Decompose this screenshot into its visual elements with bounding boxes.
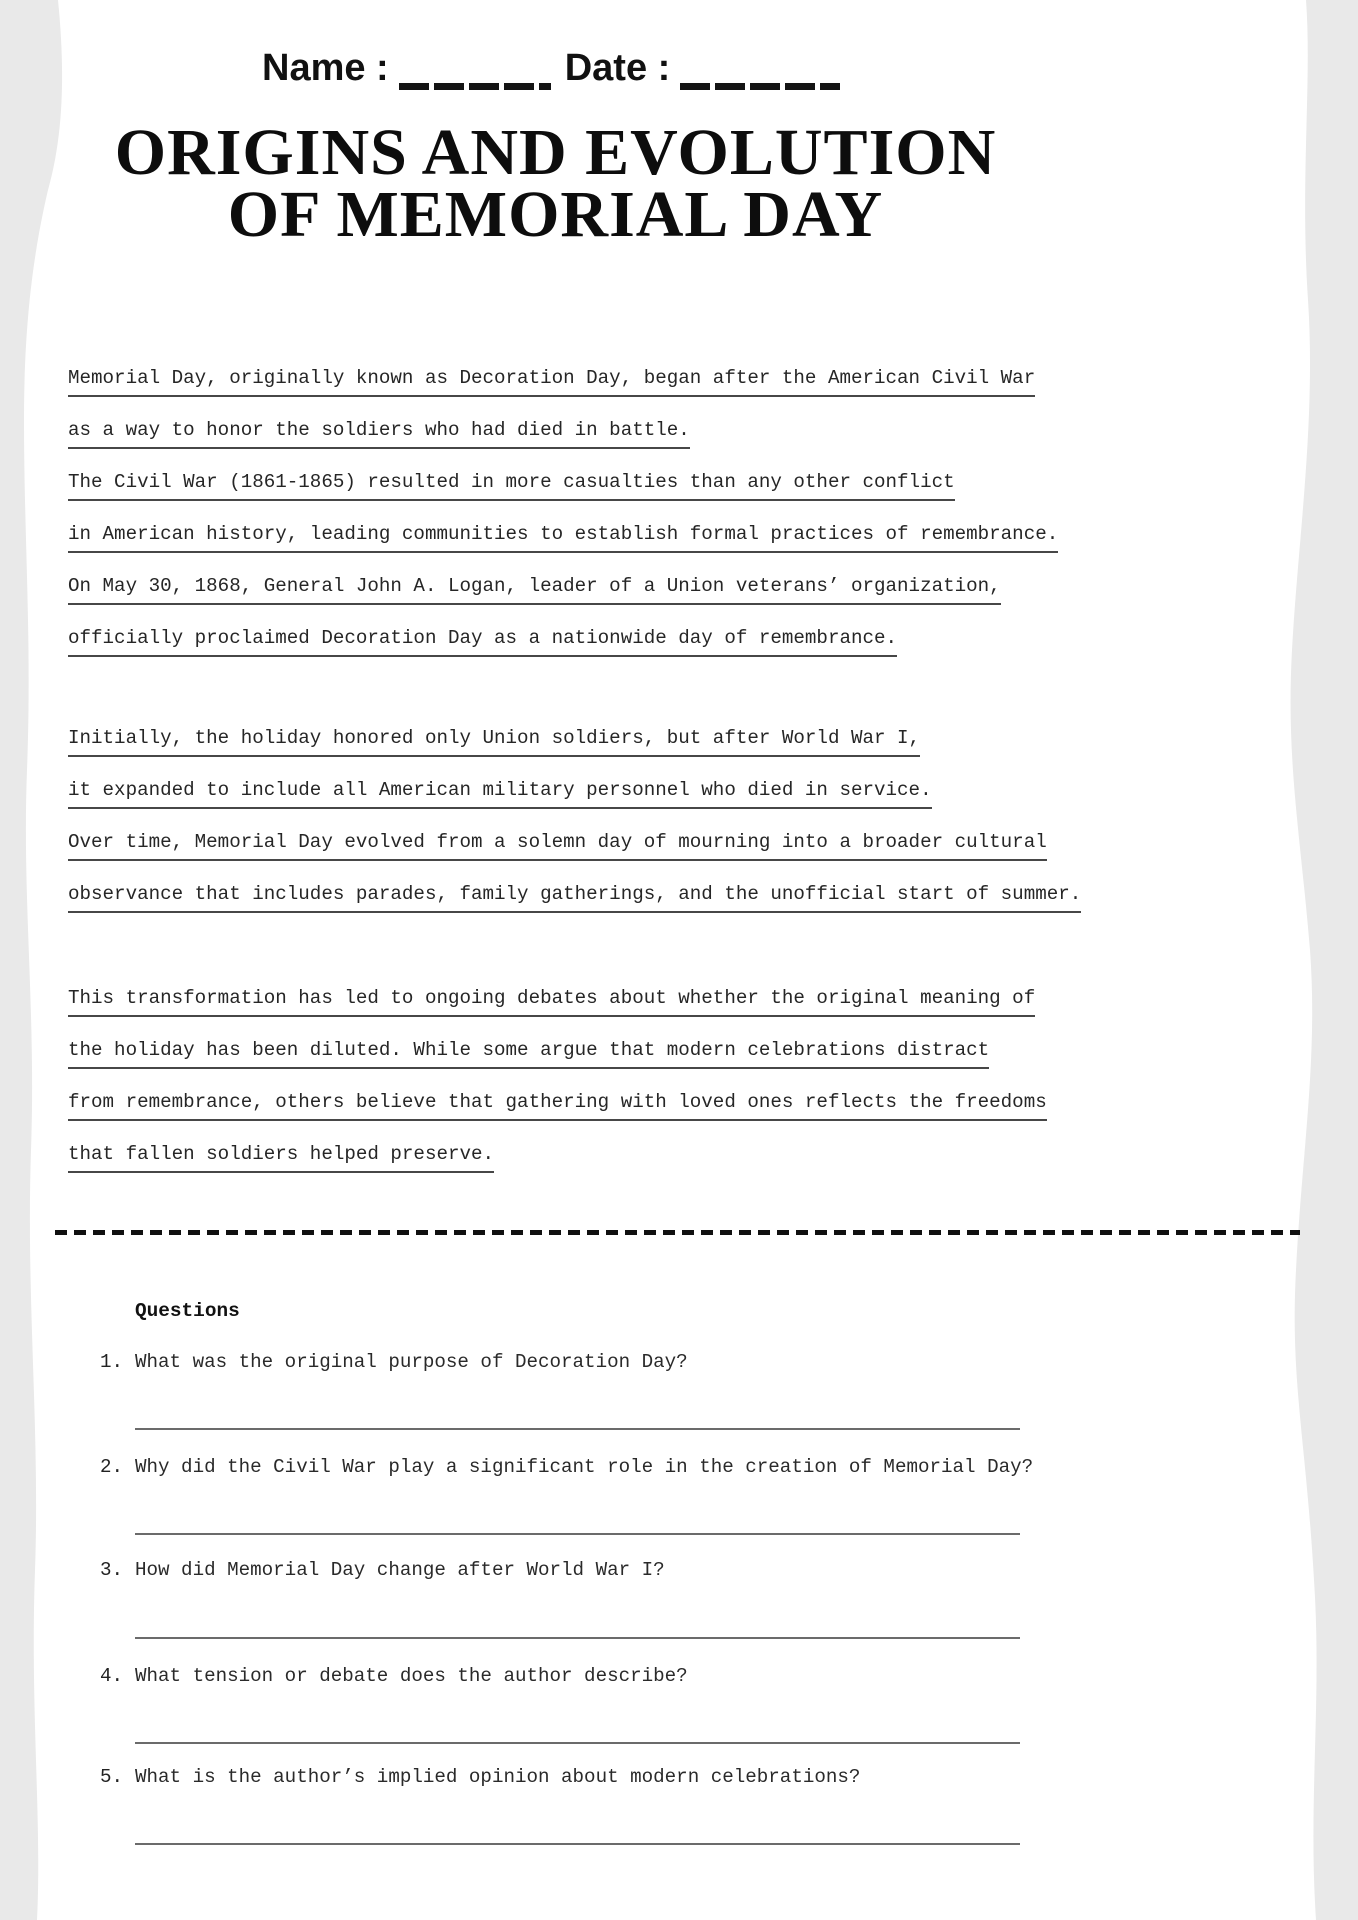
question-text: What is the author’s implied opinion about modern celebrations? xyxy=(135,1766,861,1788)
passage-line-text: Over time, Memorial Day evolved from a solemn day of mourning into a broader cultural xyxy=(68,831,1047,861)
question-number: 2. xyxy=(100,1456,124,1478)
passage-line-text: Initially, the holiday honored only Union soldiers, but after World War I, xyxy=(68,727,920,757)
question-item xyxy=(100,1350,1100,1374)
passage-line-text: as a way to honor the soldiers who had died in battle. xyxy=(68,419,690,449)
passage-line xyxy=(68,523,1108,553)
passage-line xyxy=(68,471,1108,501)
question-text: How did Memorial Day change after World War I? xyxy=(135,1559,665,1581)
passage-line-text: Memorial Day, originally known as Decoration Day, began after the American Civil War xyxy=(68,367,1035,397)
title-line-1: ORIGINS AND EVOLUTION xyxy=(114,116,997,189)
answer-line xyxy=(135,1428,1020,1430)
passage-line xyxy=(68,627,1108,657)
title-line-2: OF MEMORIAL DAY xyxy=(227,178,884,251)
name-date-row xyxy=(262,46,840,90)
passage-line xyxy=(68,367,1108,397)
question-item xyxy=(100,1455,1100,1479)
passage-line-text: that fallen soldiers helped preserve. xyxy=(68,1143,494,1173)
passage-line xyxy=(68,1143,1108,1173)
question-number: 3. xyxy=(100,1559,124,1581)
worksheet-title xyxy=(68,116,1043,251)
passage-line-text: the holiday has been diluted. While some argue that modern celebrations distract xyxy=(68,1039,989,1069)
answer-line xyxy=(135,1533,1020,1535)
question-item xyxy=(100,1664,1100,1688)
answer-line xyxy=(135,1843,1020,1845)
passage-line xyxy=(68,419,1108,449)
passage-line-text: officially proclaimed Decoration Day as a nationwide day of remembrance. xyxy=(68,627,897,657)
date-blank xyxy=(680,56,840,90)
question-number: 1. xyxy=(100,1351,124,1373)
name-blank xyxy=(399,56,551,90)
passage-line-text: in American history, leading communities to establish formal practices of remembrance. xyxy=(68,523,1058,553)
passage-line xyxy=(68,987,1108,1017)
section-divider xyxy=(55,1230,1300,1235)
passage-line xyxy=(68,883,1108,913)
questions-header: Questions xyxy=(135,1300,240,1322)
passage-line-text: observance that includes parades, family gatherings, and the unofficial start of summer. xyxy=(68,883,1081,913)
question-number: 4. xyxy=(100,1665,124,1687)
passage-paragraph-3 xyxy=(68,987,1108,1195)
passage-line xyxy=(68,831,1108,861)
question-text: Why did the Civil War play a significant role in the creation of Memorial Day? xyxy=(135,1456,1034,1478)
passage-line xyxy=(68,1091,1108,1121)
question-text: What was the original purpose of Decoration Day? xyxy=(135,1351,688,1373)
passage-line-text: This transformation has led to ongoing debates about whether the original meaning of xyxy=(68,987,1035,1017)
passage-line-text: On May 30, 1868, General John A. Logan, leader of a Union veterans’ organization, xyxy=(68,575,1001,605)
passage-line xyxy=(68,727,1108,757)
passage-line xyxy=(68,575,1108,605)
passage-line-text: from remembrance, others believe that gathering with loved ones reflects the freedoms xyxy=(68,1091,1047,1121)
question-item xyxy=(100,1765,1100,1789)
passage-paragraph-2 xyxy=(68,727,1108,935)
passage-line xyxy=(68,779,1108,809)
passage-line-text: it expanded to include all American military personnel who died in service. xyxy=(68,779,932,809)
answer-line xyxy=(135,1742,1020,1744)
answer-line xyxy=(135,1637,1020,1639)
passage-line xyxy=(68,1039,1108,1069)
date-label: Date : xyxy=(564,47,671,89)
question-item xyxy=(100,1558,1100,1582)
question-number: 5. xyxy=(100,1766,124,1788)
question-text: What tension or debate does the author describe? xyxy=(135,1665,688,1687)
passage-paragraph-1 xyxy=(68,367,1108,679)
name-label: Name : xyxy=(262,47,389,89)
passage-line-text: The Civil War (1861-1865) resulted in more casualties than any other conflict xyxy=(68,471,955,501)
